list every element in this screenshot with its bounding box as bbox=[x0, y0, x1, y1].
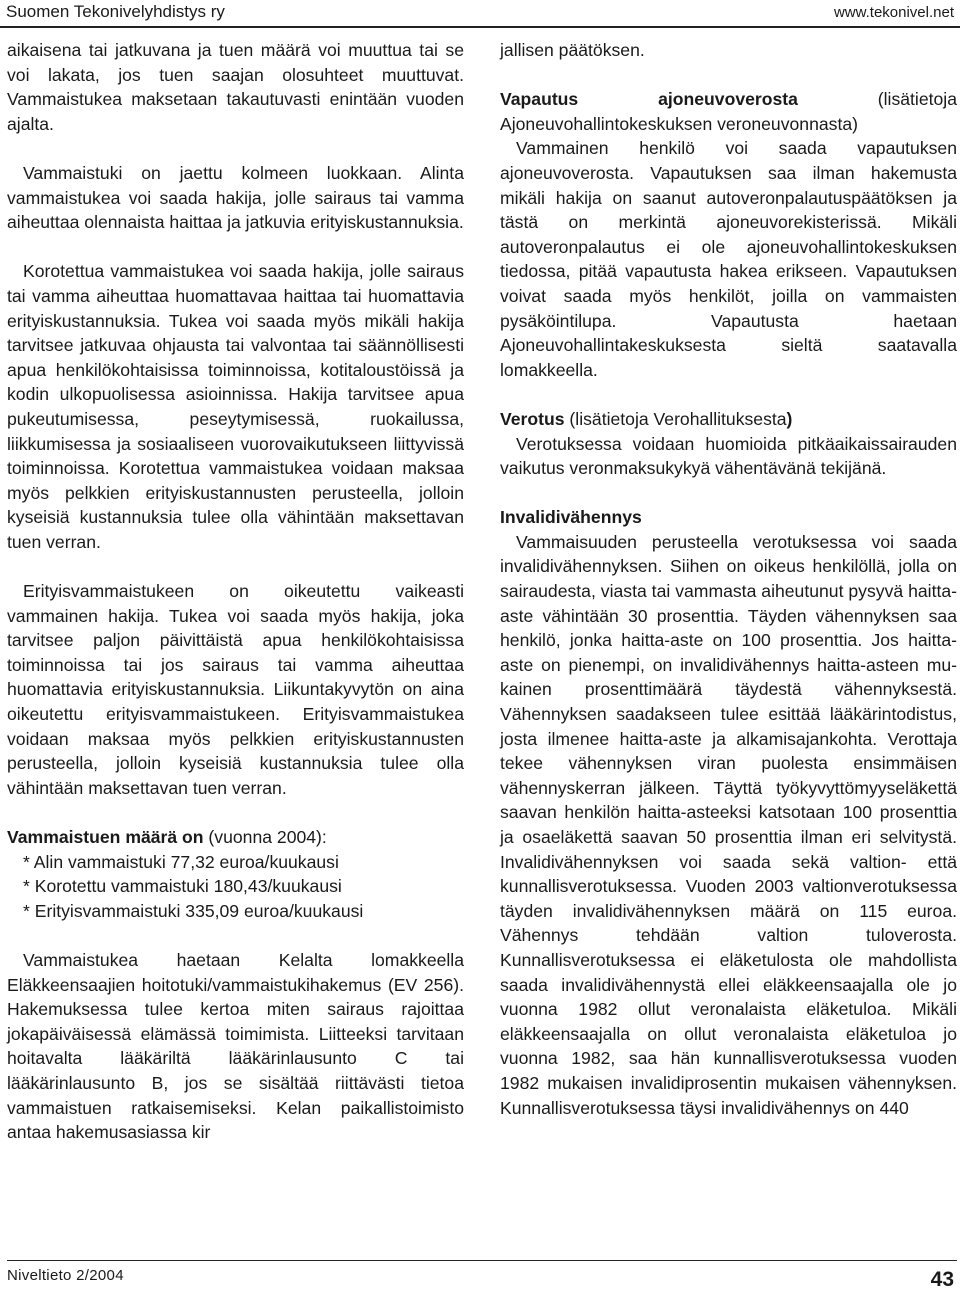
vapautus-note: (lisätietoja Ajoneuvohallintokeskuksen veroneuvonnasta) bbox=[500, 89, 957, 134]
paragraph-korotettu: Korotettua vammaistukea voi saada hakija, jolle sairaus tai vamma aiheuttaa huomattavaa haittaa tai huomattavia erityiskustannuksia. Tukea voi saada myös mikäli hakija tarvitsee jatkuvaa ohjausta tai valvontaa tai säännöllisesti apua henkilökohtaisissa toiminnoissa, kotitaloustöissä ja kodin ulkopuolisessa asioinnissa. Hakija tarvitsee apua pukeutumisessa, peseytymisessä, ruokailussa, liikkumisessa ja sosiaaliseen vuorovaikutukseen liittyvissä toiminnoissa. Korotettua vammaistukea voidaan maksaa myös pelkkien erityiskustannusten perusteella, jolloin kyseisiä kustannuksia tulee olla vähintään maksettavan tuen verran. bbox=[7, 261, 464, 552]
invalid-heading: Invalidivähennys bbox=[500, 507, 642, 528]
section-verotus bbox=[500, 407, 957, 481]
paragraph-erityis: Erityisvammaistukeen on oikeutettu vaikeasti vammainen hakija. Tukea voi saada myös hakija, joka tarvitsee paljon päivittäistä apua henkilökohtaisissa toiminnoissa tai jos sairaus tai vamma aiheuttaa huomattavia erityiskustannuksia. Liikuntakyvytön on aina oikeutettu erityisvammaistukeen. Erityisvammaistukea voidaan maksaa myös pelkkien erityiskustannusten perusteella, jolloin kyseisiä kustannuksia tulee olla vähintään maksettavan tuen verran. bbox=[7, 581, 464, 798]
header-website[interactable]: www.tekonivel.net bbox=[833, 4, 954, 21]
verotus-note: (lisätietoja Verohallituksesta bbox=[564, 408, 787, 429]
invalid-body: Vammaisuuden perusteella verotuksessa voi saada invalidivähennyksen. Siihen on oikeus henkilöllä, jolla on sairaudesta, viasta tai vammasta aiheutunut pysyvä haitta-aste vähintään 30 prosenttia. Täyden vähennyksen saa henkilö, jonka haitta-aste on 100 prosenttia. Jos haitta-aste on pienempi, on invalidivähennys haitta-asteen mukainen prosenttimäärä täydestä vähennyksestä. Vähennyksen saadakseen tulee esittää lääkärintodistus, josta ilmenee haitta-aste ja alkamisajankohta. Verottaja tekee vähennyksen viran puolesta ensimmäisen vähennyskerran jälkeen. Täyttä työkyvyttömyyseläkettä saavan henkilön haitta-asteeksi katsotaan 100 prosenttia ja osaeläkettä saavan 50 prosenttia ilman eri selvitystä. Invalidivähennyksen voi saada sekä valtion- että kunnallisverotuksessa. Vuoden 2003 valtionverotuksessa täyden invalidivähennyksen määrä on 115 euroa. Vähennys tehdään valtion tuloverosta. Kunnallisverotuksessa ei eläketulosta ole mahdollista saada invalidivähennystä ellei eläkkeensaajalla ole jo vuonna 1982 ollut veronalaista eläketuloa. Mikäli eläkkeensaajalla on ollut veronalaista eläketuloa jo vuonna 1982, saa hän kunnallisverotuksessa vuoden 1982 mukaisen invalidiprosentin mukaisen vähennyksen. Kunnallisverotuksessa täysi invalidivähennys on 440 bbox=[500, 531, 957, 1118]
paragraph-haku: Vammaistukea haetaan Kelalta lomakkeella Eläkkeensaajien hoitotuki/vammaistukihakemus (EV 256). Hakemuksessa tulee kertoa miten sairaus rajoittaa jokapäiväisessä elämässä toimimista. Liitteeksi tarvitaan hoitavalta lääkäriltä lääkärinlausunto C tai lääkärinlausunto B, jos se sisältää riittävästi tietoa vammaistuen ratkaisemiseksi. Kelan paikallistoimisto antaa hakemusasiassa kir bbox=[7, 949, 464, 1143]
amount-heading-line bbox=[7, 825, 464, 850]
section-vapautus bbox=[500, 87, 957, 382]
amount-item-korotettu: * Korotettu vammaistuki 180,43/kuukausi bbox=[23, 876, 342, 897]
paragraph-paatos: jallisen päätöksen. bbox=[500, 40, 645, 60]
footer-issue: Niveltieto 2/2004 bbox=[7, 1267, 124, 1284]
verotus-note-close: ) bbox=[786, 408, 793, 429]
header-divider bbox=[0, 26, 960, 28]
header-organization: Suomen Tekonivelyhdistys ry bbox=[6, 2, 225, 21]
vapautus-heading: Vapautus ajoneuvoverosta bbox=[500, 89, 798, 110]
amount-year: (vuonna 2004): bbox=[203, 827, 327, 847]
right-column bbox=[500, 38, 957, 1145]
verotus-body: Verotuksessa voidaan huomioida pitkäaikaissairauden vaikutus veronmaksukykyä vähentävänä tekijänä. bbox=[500, 433, 957, 479]
left-column bbox=[7, 38, 464, 1169]
amount-item-alin: * Alin vammaistuki 77,32 euroa/kuukausi bbox=[23, 851, 339, 872]
verotus-heading: Verotus bbox=[500, 408, 565, 429]
page-number: 43 bbox=[930, 1268, 954, 1291]
amount-list bbox=[7, 850, 464, 924]
amount-item-erityis: * Erityisvammaistuki 335,09 euroa/kuukausi bbox=[23, 900, 364, 921]
page-header bbox=[0, 0, 960, 26]
vapautus-body: Vammainen henkilö voi saada vapautuksen ajoneuvoverosta. Vapautuksen saa ilman hakemusta mikäli hakija on saanut autoveronpalautuspäätöksen ja tästä on merkintä ajoneuvorekisterissä. Mikäli autoveronpalautus ei ole ajoneuvohallintokeskuksen tiedossa, pitää vapautusta hakea erikseen. Vapautuksen voivat saada myös henkilöt, joilla on vammaisten pysäköintilupa. Vapautusta haetaan Ajoneuvohallintakeskuksesta sieltä saatavalla lomakkeella. bbox=[500, 138, 957, 380]
footer-divider bbox=[7, 1260, 957, 1261]
amount-heading: Vammaistuen määrä on bbox=[7, 827, 204, 847]
paragraph-luokat: Vammaistuki on jaettu kolmeen luokkaan. Alinta vammaistukea voi saada hakija, jolle sairaus tai vamma aiheuttaa olennaista haittaa ja jatkuvia erityiskustannuksia. bbox=[7, 162, 464, 233]
section-invalidivahennys bbox=[500, 505, 957, 1120]
paragraph-tuen-muutos: aikaisena tai jatkuvana ja tuen määrä voi muuttua tai se voi lakata, jos tuen saajan olosuhteet muuttuvat. Vammaistukea maksetaan takautuvasti enintään vuoden ajalta. bbox=[7, 40, 464, 134]
